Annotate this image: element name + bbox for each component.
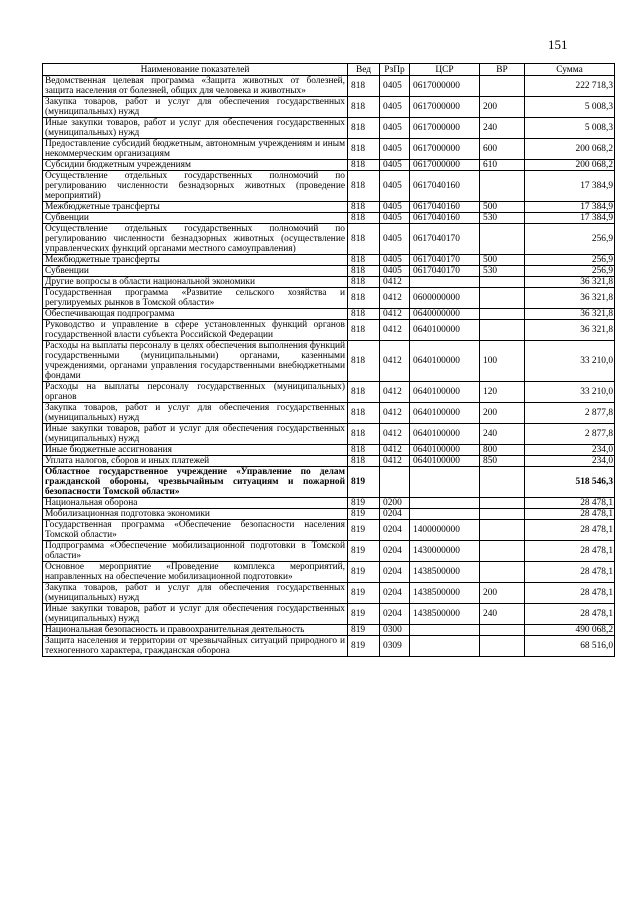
- table-row: [43, 604, 615, 625]
- cell-sum: 17 384,9: [525, 213, 615, 224]
- cell-rzpr: 0405: [380, 171, 410, 202]
- cell-vr: [480, 625, 525, 636]
- cell-vr: 200: [480, 403, 525, 424]
- cell-name: Ведомственная целевая программа «Защита животных от болезней, защита населения от болезней, общих для человека и животных»: [43, 76, 348, 97]
- cell-csr: 0617000000: [410, 97, 480, 118]
- cell-ved: 818: [348, 424, 380, 445]
- cell-csr: [410, 509, 480, 520]
- cell-name: Субвенции: [43, 266, 348, 277]
- table-row: [43, 118, 615, 139]
- cell-sum: 2 877,8: [525, 403, 615, 424]
- cell-sum: 200 068,2: [525, 160, 615, 171]
- header-name: Наименование показателей: [43, 64, 348, 76]
- table-row: [43, 541, 615, 562]
- cell-csr: 0617000000: [410, 76, 480, 97]
- cell-vr: 530: [480, 266, 525, 277]
- cell-sum: 28 478,1: [525, 562, 615, 583]
- cell-rzpr: 0412: [380, 456, 410, 467]
- cell-ved: 818: [348, 341, 380, 382]
- cell-rzpr: 0405: [380, 255, 410, 266]
- table-row: [43, 76, 615, 97]
- cell-name: Межбюджетные трансферты: [43, 255, 348, 266]
- cell-rzpr: 0204: [380, 562, 410, 583]
- cell-sum: 234,0: [525, 445, 615, 456]
- cell-ved: 818: [348, 224, 380, 255]
- cell-rzpr: 0412: [380, 341, 410, 382]
- cell-csr: [410, 277, 480, 288]
- cell-csr: [410, 498, 480, 509]
- cell-csr: 0600000000: [410, 288, 480, 309]
- cell-name: Субвенции: [43, 213, 348, 224]
- cell-rzpr: 0412: [380, 309, 410, 320]
- cell-rzpr: 0405: [380, 266, 410, 277]
- cell-sum: 5 008,3: [525, 118, 615, 139]
- table-row: [43, 456, 615, 467]
- cell-ved: 818: [348, 266, 380, 277]
- cell-sum: 36 321,8: [525, 288, 615, 309]
- cell-csr: 0617040160: [410, 213, 480, 224]
- cell-vr: [480, 509, 525, 520]
- budget-table: [42, 63, 615, 657]
- cell-sum: 33 210,0: [525, 341, 615, 382]
- table-row: [43, 625, 615, 636]
- cell-csr: 0617040170: [410, 224, 480, 255]
- cell-sum: 5 008,3: [525, 97, 615, 118]
- cell-ved: 819: [348, 498, 380, 509]
- table-row: [43, 467, 615, 498]
- cell-sum: 490 068,2: [525, 625, 615, 636]
- cell-sum: 222 718,3: [525, 76, 615, 97]
- cell-ved: 818: [348, 139, 380, 160]
- cell-vr: [480, 541, 525, 562]
- cell-name: Предоставление субсидий бюджетным, автономным учреждениям и иным некоммерческим организациям: [43, 139, 348, 160]
- cell-rzpr: [380, 467, 410, 498]
- cell-ved: 818: [348, 382, 380, 403]
- cell-rzpr: 0405: [380, 139, 410, 160]
- cell-ved: 819: [348, 467, 380, 498]
- cell-vr: [480, 76, 525, 97]
- cell-csr: 0617000000: [410, 118, 480, 139]
- table-row: [43, 498, 615, 509]
- cell-name: Государственная программа «Обеспечение безопасности населения Томской области»: [43, 520, 348, 541]
- cell-csr: 0640100000: [410, 456, 480, 467]
- cell-ved: 818: [348, 445, 380, 456]
- cell-name: Обеспечивающая подпрограмма: [43, 309, 348, 320]
- cell-vr: [480, 520, 525, 541]
- cell-rzpr: 0412: [380, 445, 410, 456]
- cell-sum: 28 478,1: [525, 583, 615, 604]
- cell-csr: 0617040170: [410, 255, 480, 266]
- table-row: [43, 445, 615, 456]
- cell-vr: 600: [480, 139, 525, 160]
- cell-csr: 0617040170: [410, 266, 480, 277]
- cell-vr: [480, 171, 525, 202]
- cell-name: Иные закупки товаров, работ и услуг для обеспечения государственных (муниципальных) нужд: [43, 118, 348, 139]
- table-row: [43, 636, 615, 657]
- cell-name: Расходы на выплаты персоналу государственных (муниципальных) органов: [43, 382, 348, 403]
- table-row: [43, 309, 615, 320]
- table-row: [43, 97, 615, 118]
- table-body: [43, 76, 615, 657]
- cell-sum: 28 478,1: [525, 604, 615, 625]
- table-row: [43, 288, 615, 309]
- cell-name: Защита населения и территории от чрезвычайных ситуаций природного и техногенного характера, гражданская оборона: [43, 636, 348, 657]
- cell-ved: 818: [348, 213, 380, 224]
- cell-name: Иные закупки товаров, работ и услуг для обеспечения государственных (муниципальных) нужд: [43, 424, 348, 445]
- cell-ved: 819: [348, 636, 380, 657]
- header-csr: ЦСР: [410, 64, 480, 76]
- cell-rzpr: 0405: [380, 118, 410, 139]
- table-row: [43, 202, 615, 213]
- header-sum: Сумма: [525, 64, 615, 76]
- cell-ved: 818: [348, 288, 380, 309]
- cell-name: Национальная безопасность и правоохранительная деятельность: [43, 625, 348, 636]
- cell-csr: 1400000000: [410, 520, 480, 541]
- cell-ved: 818: [348, 171, 380, 202]
- cell-rzpr: 0309: [380, 636, 410, 657]
- table-row: [43, 509, 615, 520]
- header-vr: ВР: [480, 64, 525, 76]
- cell-csr: 0617040160: [410, 171, 480, 202]
- cell-vr: [480, 562, 525, 583]
- cell-csr: 0640100000: [410, 445, 480, 456]
- cell-name: Субсидии бюджетным учреждениям: [43, 160, 348, 171]
- cell-sum: 234,0: [525, 456, 615, 467]
- cell-vr: 200: [480, 97, 525, 118]
- cell-ved: 818: [348, 118, 380, 139]
- cell-csr: 1438500000: [410, 583, 480, 604]
- cell-csr: 0640100000: [410, 320, 480, 341]
- cell-ved: 819: [348, 583, 380, 604]
- cell-vr: [480, 224, 525, 255]
- cell-sum: 17 384,9: [525, 202, 615, 213]
- cell-name: Уплата налогов, сборов и иных платежей: [43, 456, 348, 467]
- cell-csr: 0640100000: [410, 382, 480, 403]
- cell-vr: [480, 467, 525, 498]
- cell-vr: 200: [480, 583, 525, 604]
- cell-csr: 0617000000: [410, 160, 480, 171]
- cell-rzpr: 0300: [380, 625, 410, 636]
- cell-sum: 28 478,1: [525, 541, 615, 562]
- cell-rzpr: 0200: [380, 498, 410, 509]
- cell-name: Закупка товаров, работ и услуг для обеспечения государственных (муниципальных) нужд: [43, 403, 348, 424]
- cell-csr: 0640100000: [410, 341, 480, 382]
- cell-vr: 850: [480, 456, 525, 467]
- cell-sum: 256,9: [525, 224, 615, 255]
- cell-vr: 500: [480, 202, 525, 213]
- cell-ved: 818: [348, 456, 380, 467]
- cell-rzpr: 0412: [380, 277, 410, 288]
- cell-sum: 36 321,8: [525, 277, 615, 288]
- cell-name: Иные закупки товаров, работ и услуг для обеспечения государственных (муниципальных) нужд: [43, 604, 348, 625]
- cell-vr: 800: [480, 445, 525, 456]
- cell-rzpr: 0405: [380, 160, 410, 171]
- header-rzpr: РзПр: [380, 64, 410, 76]
- cell-name: Мобилизационная подготовка экономики: [43, 509, 348, 520]
- cell-rzpr: 0405: [380, 213, 410, 224]
- table-row: [43, 320, 615, 341]
- table-row: [43, 139, 615, 160]
- table-row: [43, 520, 615, 541]
- cell-ved: 818: [348, 320, 380, 341]
- cell-name: Областное государственное учреждение «Управление по делам гражданской обороны, чрезвычайным ситуациям и пожарной безопасности Томской области»: [43, 467, 348, 498]
- cell-sum: 256,9: [525, 266, 615, 277]
- cell-csr: 1430000000: [410, 541, 480, 562]
- table-row: [43, 266, 615, 277]
- cell-rzpr: 0412: [380, 424, 410, 445]
- cell-name: Иные бюджетные ассигнования: [43, 445, 348, 456]
- cell-vr: 500: [480, 255, 525, 266]
- cell-sum: 28 478,1: [525, 520, 615, 541]
- cell-name: Другие вопросы в области национальной экономики: [43, 277, 348, 288]
- cell-rzpr: 0405: [380, 97, 410, 118]
- cell-sum: 33 210,0: [525, 382, 615, 403]
- cell-name: Основное мероприятие «Проведение комплекса мероприятий, направленных на обеспечение мобилизационной подготовки»: [43, 562, 348, 583]
- cell-name: Руководство и управление в сфере установленных функций органов государственной власти субъекта Российской Федерации: [43, 320, 348, 341]
- table-row: [43, 255, 615, 266]
- cell-name: Закупка товаров, работ и услуг для обеспечения государственных (муниципальных) нужд: [43, 97, 348, 118]
- table-row: [43, 224, 615, 255]
- cell-rzpr: 0204: [380, 583, 410, 604]
- cell-vr: 610: [480, 160, 525, 171]
- table-row: [43, 213, 615, 224]
- cell-sum: 17 384,9: [525, 171, 615, 202]
- cell-sum: 2 877,8: [525, 424, 615, 445]
- cell-vr: 240: [480, 118, 525, 139]
- cell-ved: 818: [348, 97, 380, 118]
- cell-vr: 530: [480, 213, 525, 224]
- cell-vr: [480, 320, 525, 341]
- cell-ved: 818: [348, 76, 380, 97]
- table-row: [43, 562, 615, 583]
- cell-vr: [480, 636, 525, 657]
- cell-name: Межбюджетные трансферты: [43, 202, 348, 213]
- cell-sum: 28 478,1: [525, 509, 615, 520]
- cell-ved: 818: [348, 202, 380, 213]
- cell-rzpr: 0405: [380, 224, 410, 255]
- cell-rzpr: 0204: [380, 604, 410, 625]
- cell-csr: 0617000000: [410, 139, 480, 160]
- cell-rzpr: 0412: [380, 382, 410, 403]
- cell-rzpr: 0204: [380, 541, 410, 562]
- cell-vr: 100: [480, 341, 525, 382]
- cell-ved: 819: [348, 625, 380, 636]
- table-row: [43, 403, 615, 424]
- table-row: [43, 171, 615, 202]
- cell-sum: 36 321,8: [525, 320, 615, 341]
- cell-sum: 28 478,1: [525, 498, 615, 509]
- cell-rzpr: 0412: [380, 288, 410, 309]
- cell-ved: 818: [348, 160, 380, 171]
- table-row: [43, 341, 615, 382]
- page-number: 151: [548, 37, 568, 52]
- table-row: [43, 382, 615, 403]
- cell-vr: 240: [480, 424, 525, 445]
- cell-rzpr: 0412: [380, 403, 410, 424]
- cell-rzpr: 0412: [380, 320, 410, 341]
- cell-ved: 818: [348, 255, 380, 266]
- cell-name: Закупка товаров, работ и услуг для обеспечения государственных (муниципальных) нужд: [43, 583, 348, 604]
- cell-ved: 818: [348, 309, 380, 320]
- cell-vr: 120: [480, 382, 525, 403]
- cell-ved: 819: [348, 562, 380, 583]
- cell-csr: 0617040160: [410, 202, 480, 213]
- cell-vr: [480, 498, 525, 509]
- cell-ved: 819: [348, 541, 380, 562]
- cell-name: Государственная программа «Развитие сельского хозяйства и регулируемых рынков в Томской области»: [43, 288, 348, 309]
- cell-ved: 819: [348, 509, 380, 520]
- cell-ved: 819: [348, 520, 380, 541]
- cell-rzpr: 0405: [380, 202, 410, 213]
- table-row: [43, 424, 615, 445]
- header-ved: Вед: [348, 64, 380, 76]
- cell-rzpr: 0204: [380, 520, 410, 541]
- cell-csr: 1438500000: [410, 562, 480, 583]
- cell-sum: 200 068,2: [525, 139, 615, 160]
- cell-name: Национальная оборона: [43, 498, 348, 509]
- cell-name: Расходы на выплаты персоналу в целях обеспечения выполнения функций государственными (муниципальными) органами, казенными учреждениями, органами управления государственными внебюджетными фондами: [43, 341, 348, 382]
- cell-sum: 518 546,3: [525, 467, 615, 498]
- cell-vr: [480, 277, 525, 288]
- cell-csr: [410, 625, 480, 636]
- cell-ved: 819: [348, 604, 380, 625]
- cell-sum: 256,9: [525, 255, 615, 266]
- cell-csr: [410, 636, 480, 657]
- table-row: [43, 160, 615, 171]
- cell-vr: [480, 288, 525, 309]
- cell-csr: 0640100000: [410, 403, 480, 424]
- cell-rzpr: 0204: [380, 509, 410, 520]
- cell-vr: [480, 309, 525, 320]
- cell-name: Осуществление отдельных государственных полномочий по регулированию численности безнадзорных животных (проведение мероприятий): [43, 171, 348, 202]
- cell-name: Подпрограмма «Обеспечение мобилизационной подготовки в Томской области»: [43, 541, 348, 562]
- cell-rzpr: 0405: [380, 76, 410, 97]
- table-row: [43, 583, 615, 604]
- cell-csr: 0640000000: [410, 309, 480, 320]
- cell-sum: 36 321,8: [525, 309, 615, 320]
- cell-csr: 1438500000: [410, 604, 480, 625]
- table-row: [43, 277, 615, 288]
- cell-sum: 68 516,0: [525, 636, 615, 657]
- cell-ved: 818: [348, 403, 380, 424]
- cell-name: Осуществление отдельных государственных полномочий по регулированию численности безнадзорных животных (осуществление управленческих функций органами местного самоуправления): [43, 224, 348, 255]
- cell-ved: 818: [348, 277, 380, 288]
- cell-vr: 240: [480, 604, 525, 625]
- table-header-row: [43, 64, 615, 76]
- cell-csr: 0640100000: [410, 424, 480, 445]
- cell-csr: [410, 467, 480, 498]
